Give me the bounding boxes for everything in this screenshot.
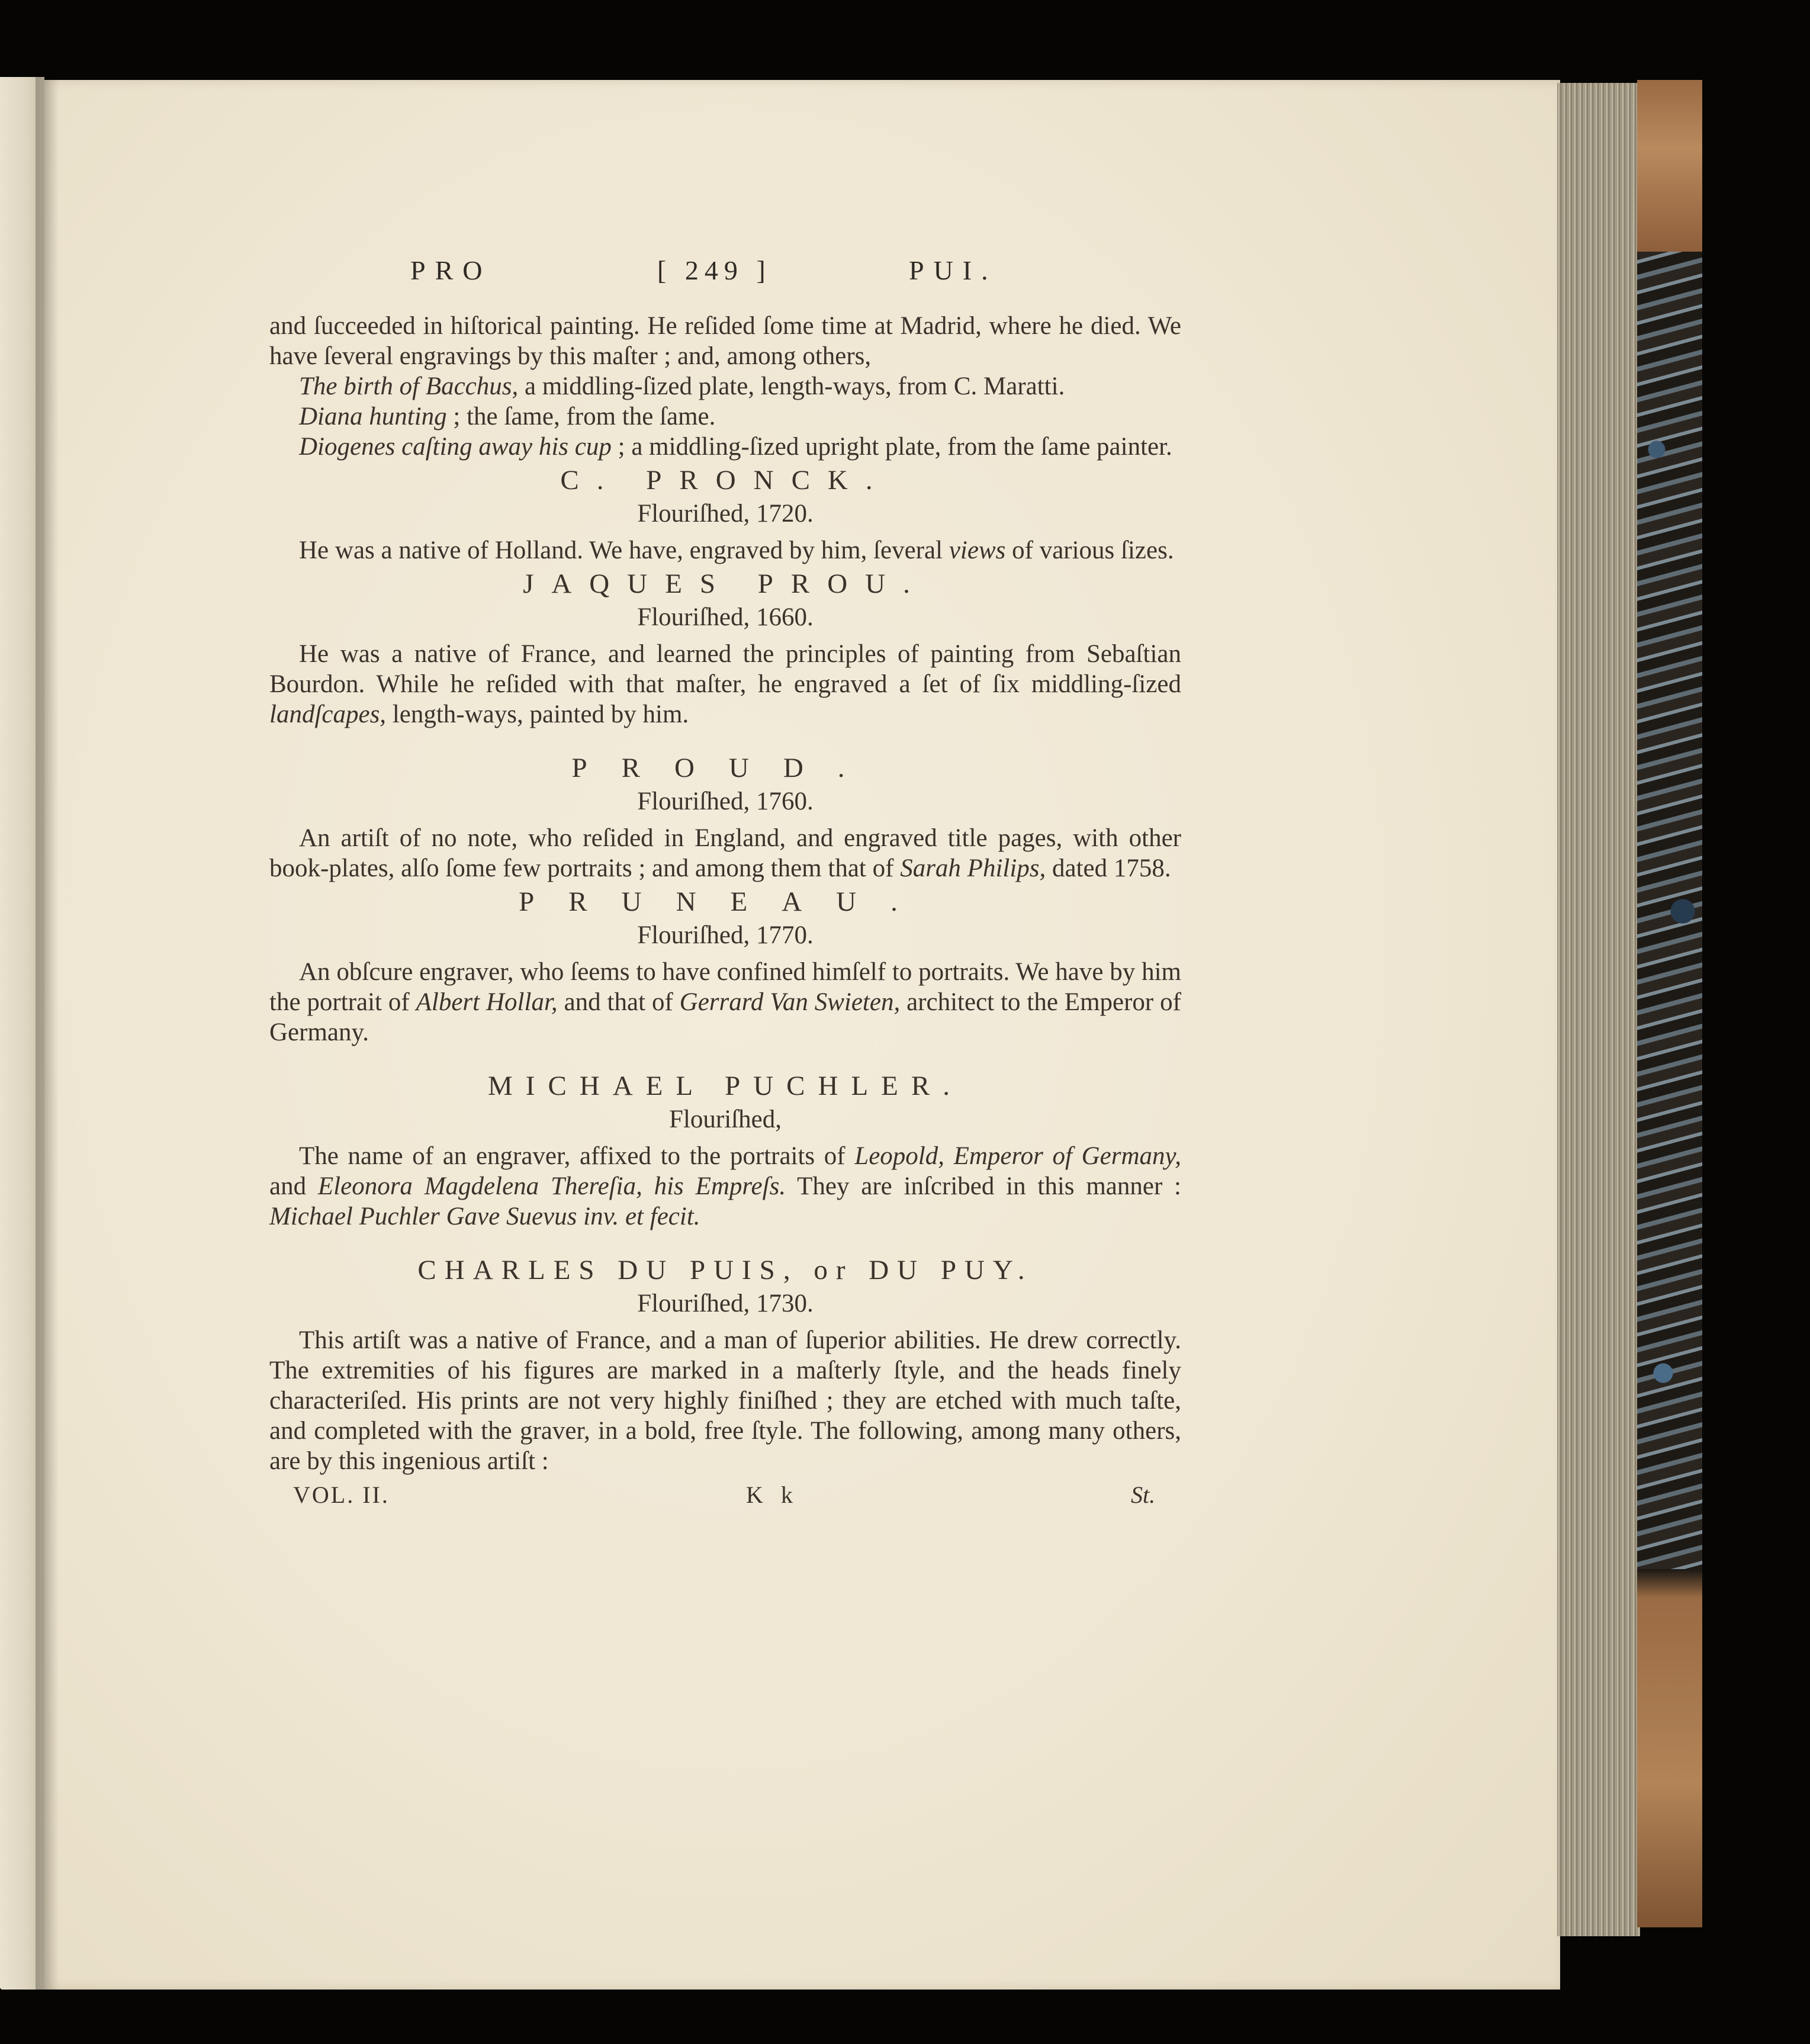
spacer	[269, 729, 1181, 750]
italic-title: The birth of Bacchus,	[299, 372, 519, 400]
entry-heading: JAQUES PROU.	[523, 568, 928, 599]
gathering-signature: K k	[746, 1481, 799, 1508]
flourished-date: Flouriſhed,	[669, 1105, 782, 1133]
text-run: He was a native of Holland. We have, engraved by him, ſeveral	[299, 536, 949, 564]
italic-title: Albert Hollar,	[416, 988, 558, 1016]
italic-title: Diana hunting	[299, 403, 447, 430]
entry-proud	[269, 751, 1181, 883]
text-run: They are inſcribed in this manner :	[786, 1172, 1182, 1200]
text-run: The name of an engraver, affixed to the portraits of	[299, 1142, 855, 1170]
italic-title: views	[949, 536, 1006, 564]
running-head	[269, 255, 1181, 311]
italic-title: Diogenes caſting away his cup	[299, 433, 612, 461]
paragraph	[269, 1325, 1181, 1476]
text-run: and ſucceeded in hiſtorical painting. He reſided ſome time at Madrid, where he died. We have ſeveral engravings by this maſter ; and, among others,	[269, 312, 1181, 370]
paragraph	[269, 1141, 1181, 1232]
italic-title: Gerrard Van Swieten,	[679, 988, 901, 1016]
text-run: He was a native of France, and learned the principles of painting from Sebaſtian Bourdon. While he reſided with that maſter, he engraved a ſet of ſix middling-ſized	[269, 640, 1181, 698]
italic-title: landſcapes,	[269, 700, 387, 728]
italic-title: Leopold, Emperor of Germany,	[854, 1142, 1182, 1170]
text-run: length-ways, painted by him.	[386, 700, 689, 728]
running-head-right: PUI.	[909, 255, 998, 285]
text-run: and that of	[557, 988, 680, 1016]
text-run: architect to the Emperor of Germany.	[269, 988, 1181, 1046]
flourished-date: Flouriſhed, 1720.	[637, 500, 814, 528]
catchword: St.	[1131, 1481, 1156, 1508]
leather-corner-bottom	[1637, 1569, 1702, 1927]
entry-continuation	[269, 311, 1181, 462]
text-run: An obſcure engraver, who ſeems to have confined himſelf to portraits. We have by him the portrait of	[269, 958, 1181, 1016]
text-run: ; the ſame, from the ſame.	[446, 403, 716, 430]
entry-heading: C. PRONCK.	[560, 465, 890, 496]
entry-prou	[269, 567, 1181, 729]
text-run: ; a middling-ſized upright plate, from the ſame painter.	[611, 433, 1172, 461]
entry-heading: MICHAEL PUCHLER.	[488, 1071, 963, 1101]
page-fore-edge	[1557, 83, 1640, 1936]
entry-pronck	[269, 463, 1181, 565]
entry-pruneau	[269, 885, 1181, 1047]
text-run: This artiſt was a native of France, and a man of ſuperior abilities. He drew correctly. The extremities of his figures are marked in a maſterly ſtyle, and the heads finely characteriſed. His prints are not very highly finiſhed ; they are etched with much taſte, and completed with the graver, in a bold, free ſtyle. The following, among many others, are by this ingenious artiſt :	[269, 1326, 1181, 1475]
paragraph	[269, 371, 1181, 401]
paragraph	[269, 401, 1181, 432]
italic-title: Sarah Philips,	[900, 854, 1046, 882]
entry-heading: CHARLES DU PUIS, or DU PUY.	[417, 1255, 1033, 1285]
paragraph	[269, 311, 1181, 371]
flourished-date: Flouriſhed, 1760.	[637, 788, 814, 815]
entry-heading: PROUD.	[571, 753, 879, 783]
text-run: of various ſizes.	[1005, 536, 1174, 564]
flourished-date: Flouriſhed, 1730.	[637, 1290, 814, 1317]
entry-heading: PRUNEAU.	[519, 886, 932, 917]
spacer	[269, 1047, 1181, 1068]
text-block	[269, 255, 1181, 1516]
paragraph	[269, 957, 1181, 1047]
page-number: [ 249 ]	[657, 255, 771, 285]
running-head-left: PRO	[410, 255, 492, 285]
italic-title: Michael Puchler Gave Suevus inv. et fecit.	[269, 1203, 700, 1230]
book-gutter	[36, 77, 59, 1990]
entry-du-puis	[269, 1253, 1181, 1476]
spacer	[269, 1232, 1181, 1252]
entry-puchler	[269, 1069, 1181, 1232]
text-run: An artiſt of no note, who reſided in England, and engraved title pages, with other book-plates, alſo ſome few portraits ; and among them that of	[269, 824, 1181, 882]
flourished-date: Flouriſhed, 1660.	[637, 603, 814, 631]
text-run: and	[269, 1172, 318, 1200]
paragraph	[269, 535, 1181, 565]
flourished-date: Flouriſhed, 1770.	[637, 921, 814, 949]
text-run: dated 1758.	[1046, 854, 1171, 882]
leather-corner-top	[1637, 80, 1702, 252]
paragraph	[269, 639, 1181, 729]
italic-title: Eleonora Magdelena Thereſia, his Empreſs.	[317, 1172, 786, 1200]
volume-signature: VOL. II.	[293, 1481, 390, 1508]
text-run: a middling-ſized plate, length-ways, from C. Maratti.	[518, 372, 1065, 400]
page-footer	[269, 1481, 1181, 1516]
paragraph	[269, 432, 1181, 462]
paragraph	[269, 823, 1181, 883]
